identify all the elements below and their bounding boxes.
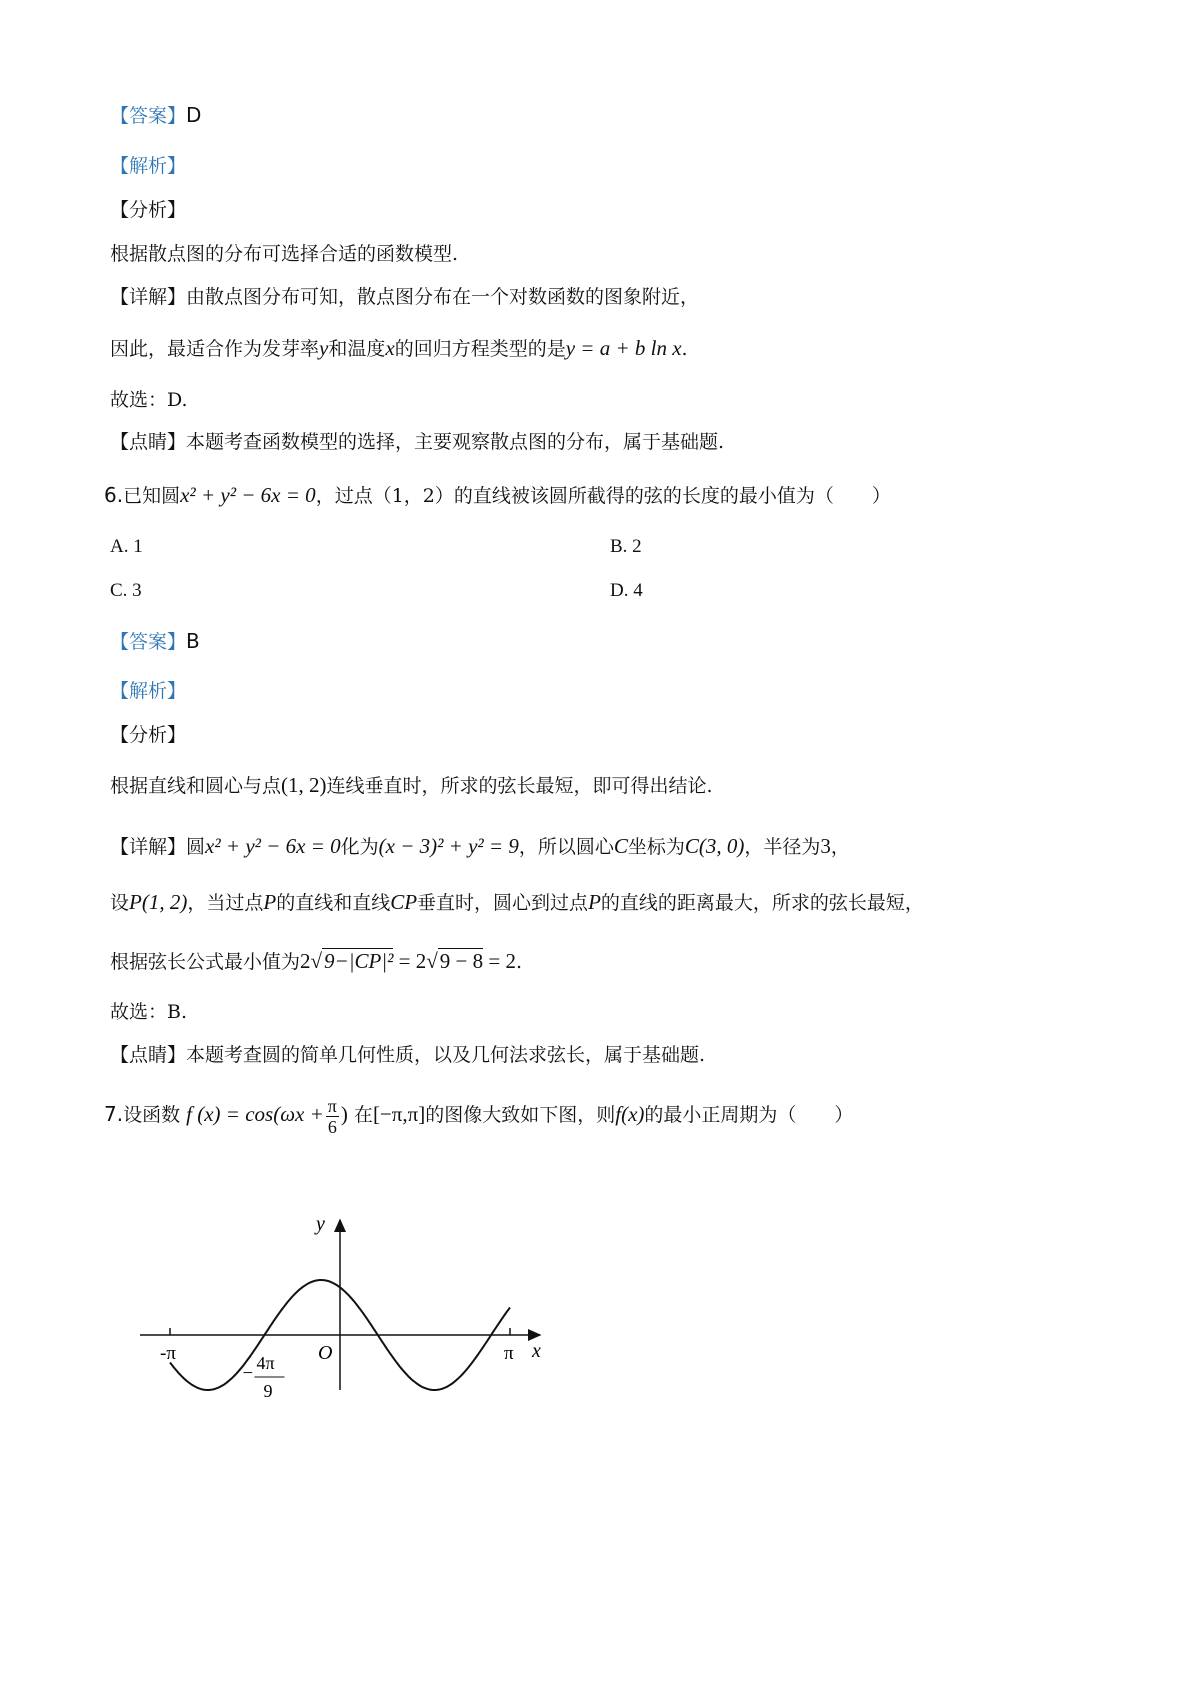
text: ， bbox=[830, 836, 850, 858]
x-axis-label: x bbox=[532, 1340, 541, 1362]
answer-value: B bbox=[186, 629, 200, 653]
radius: 3 bbox=[820, 834, 831, 858]
paren: ) bbox=[340, 1102, 348, 1126]
text: 的直线的距离最大，所求的弦长最短， bbox=[600, 892, 924, 914]
center: C(3, 0) bbox=[684, 834, 745, 858]
text: . bbox=[515, 951, 523, 973]
var-c: C bbox=[613, 834, 628, 858]
answer-value: D bbox=[186, 103, 202, 127]
q6-detail-line2 bbox=[110, 888, 924, 917]
comment-tag: 【点睛】 bbox=[110, 431, 187, 453]
q5-answer bbox=[110, 101, 201, 130]
origin-label: O bbox=[318, 1342, 333, 1364]
var-p: P bbox=[588, 890, 601, 914]
marked-point-denominator: 9 bbox=[263, 1381, 273, 1401]
text: 垂直时，圆心到过点 bbox=[417, 892, 589, 914]
fraction bbox=[326, 1096, 339, 1137]
var-x: x bbox=[385, 336, 395, 360]
period: . bbox=[681, 338, 688, 360]
detail-text: 由散点图分布可知，散点图分布在一个对数函数的图象附近， bbox=[186, 286, 700, 308]
text: 因此，最适合作为发芽率 bbox=[110, 338, 320, 360]
q5-fenxi-text: 根据散点图的分布可选择合适的函数模型. bbox=[110, 243, 459, 265]
q6-detail-line1 bbox=[110, 832, 850, 861]
text: 圆 bbox=[186, 836, 206, 858]
numerator: π bbox=[327, 1095, 337, 1116]
function: f (x) = cos(ωx + bbox=[186, 1102, 324, 1126]
text: 设 bbox=[110, 892, 130, 914]
comment-text: 本题考查函数模型的选择，主要观察散点图的分布，属于基础题. bbox=[186, 431, 725, 453]
text: 和温度 bbox=[328, 338, 386, 360]
option-c: C. 3 bbox=[110, 580, 142, 601]
text: 坐标为 bbox=[627, 836, 685, 858]
text: 连线垂直时，所求的弦长最短，即可得出结论. bbox=[326, 775, 713, 797]
question-number: 7. bbox=[104, 1102, 124, 1126]
answer-tag: 【答案】 bbox=[110, 631, 187, 653]
q6-analysis-tag: 【解析】 bbox=[110, 680, 187, 702]
q5-comment bbox=[110, 428, 724, 456]
text: 设函数 bbox=[123, 1104, 181, 1126]
tick-label-neg-pi: -π bbox=[160, 1343, 176, 1364]
q6-answer bbox=[110, 627, 200, 656]
q5-conclusion: 故选：D. bbox=[110, 389, 188, 411]
text: 的最小正周期为（ ） bbox=[644, 1104, 854, 1126]
var-p: P bbox=[263, 890, 277, 914]
text: ，半径为 bbox=[744, 836, 821, 858]
var-y: y bbox=[319, 336, 329, 360]
comment-tag: 【点睛】 bbox=[110, 1044, 187, 1066]
q6-conclusion: 故选：B. bbox=[110, 1001, 188, 1023]
text: ，当过点 bbox=[187, 892, 264, 914]
var-cp: CP bbox=[390, 890, 418, 914]
detail-tag: 【详解】 bbox=[110, 286, 187, 308]
q6-detail-line3: 根据弦长公式最小值为2√9−|CP|² = 2√9 − 8 = 2. bbox=[110, 949, 523, 973]
q5-fenxi-tag: 【分析】 bbox=[110, 199, 187, 221]
option-a: A. 1 bbox=[110, 536, 143, 557]
point-p: P(1, 2) bbox=[129, 890, 188, 914]
math: = 2 bbox=[393, 949, 427, 973]
q6-fenxi-tag: 【分析】 bbox=[110, 724, 187, 746]
q5-detail bbox=[110, 283, 699, 311]
option-d: D. 4 bbox=[610, 580, 643, 601]
interval: [−π,π] bbox=[372, 1102, 426, 1126]
radicand: 9 − 8 bbox=[439, 949, 484, 973]
text: ，所以圆心 bbox=[518, 836, 614, 858]
text: 已知圆 bbox=[123, 485, 181, 507]
detail-tag: 【详解】 bbox=[110, 836, 187, 858]
answer-tag: 【答案】 bbox=[110, 105, 187, 127]
marked-point-numerator: 4π bbox=[256, 1353, 275, 1373]
tick-label-pi: π bbox=[503, 1343, 514, 1364]
function: f(x) bbox=[615, 1102, 645, 1126]
text: 的图像大致如下图，则 bbox=[425, 1104, 616, 1126]
comment-text: 本题考查圆的简单几何性质，以及几何法求弦长，属于基础题. bbox=[186, 1044, 706, 1066]
text: ，过点（1，2）的直线被该圆所截得的弦的长度的最小值为（ ） bbox=[315, 485, 891, 507]
y-axis-label: y bbox=[316, 1213, 325, 1235]
circle-equation: x² + y² − 6x = 0 bbox=[180, 483, 316, 507]
q6-stem bbox=[104, 481, 891, 510]
radicand: 9−|CP|² bbox=[324, 949, 394, 973]
function-graph bbox=[140, 1213, 600, 1520]
point: (1, 2) bbox=[281, 773, 327, 797]
q7-stem bbox=[104, 1092, 853, 1137]
q6-fenxi-text bbox=[110, 771, 713, 800]
text: 的直线和直线 bbox=[276, 892, 391, 914]
equation: (x − 3)² + y² = 9 bbox=[378, 834, 519, 858]
option-b: B. 2 bbox=[610, 536, 642, 557]
text: 根据直线和圆心与点 bbox=[110, 775, 282, 797]
text: 化为 bbox=[340, 836, 379, 858]
text: 根据弦长公式最小值为 bbox=[110, 951, 301, 973]
question-number: 6. bbox=[104, 483, 124, 507]
q5-analysis-tag: 【解析】 bbox=[110, 155, 187, 177]
formula: y = a + b ln x bbox=[565, 336, 682, 360]
q5-detail-line2 bbox=[110, 334, 688, 363]
math: = 2 bbox=[483, 949, 516, 973]
equation: x² + y² − 6x = 0 bbox=[205, 834, 341, 858]
text: 在 bbox=[353, 1104, 373, 1126]
denominator: 6 bbox=[327, 1116, 337, 1137]
math: 2 bbox=[300, 949, 311, 973]
marked-point-sign: − bbox=[242, 1363, 254, 1384]
q6-comment bbox=[110, 1041, 705, 1069]
text: 的回归方程类型的是 bbox=[394, 338, 566, 360]
